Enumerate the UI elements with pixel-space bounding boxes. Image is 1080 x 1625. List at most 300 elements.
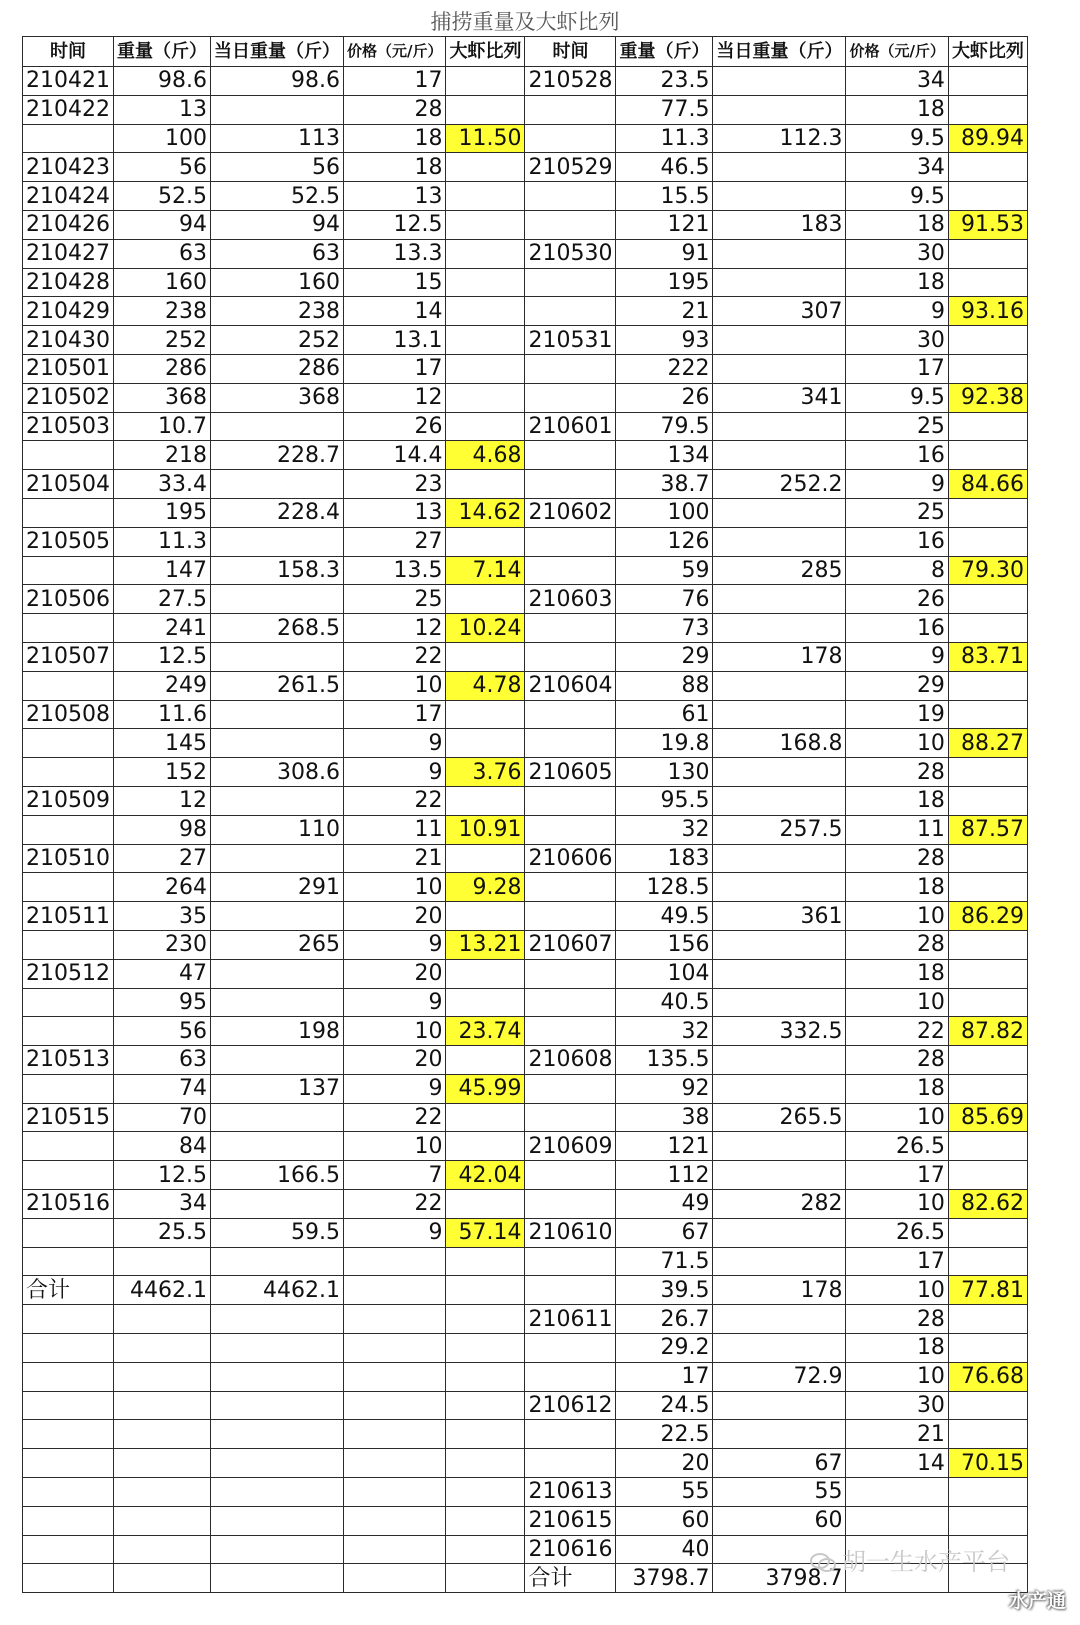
cell-price-left[interactable]: 7	[343, 1161, 445, 1190]
cell-weight-right[interactable]: 32	[616, 815, 713, 844]
cell-big-shrimp-ratio-left[interactable]	[446, 470, 525, 499]
cell-date-left[interactable]: 210503	[23, 412, 114, 441]
cell-big-shrimp-ratio-right[interactable]	[948, 354, 1027, 383]
cell-price-left[interactable]: 13.1	[343, 326, 445, 355]
cell-price-right[interactable]: 9	[846, 470, 948, 499]
cell-date-left[interactable]	[23, 1334, 114, 1363]
header-price-left[interactable]: 价格（元/斤）	[343, 37, 445, 67]
cell-price-right[interactable]: 30	[846, 239, 948, 268]
header-weight-right[interactable]: 重量（斤）	[616, 37, 713, 67]
cell-price-left[interactable]: 12.5	[343, 210, 445, 239]
cell-big-shrimp-ratio-left[interactable]	[446, 786, 525, 815]
cell-date-right[interactable]	[525, 729, 616, 758]
cell-date-right[interactable]: 210601	[525, 412, 616, 441]
cell-price-left[interactable]: 15	[343, 268, 445, 297]
cell-weight-right[interactable]: 76	[616, 585, 713, 614]
cell-price-right[interactable]: 18	[846, 786, 948, 815]
cell-daily-weight-left[interactable]	[210, 700, 343, 729]
cell-date-right[interactable]: 210612	[525, 1391, 616, 1420]
cell-date-left[interactable]	[23, 1017, 114, 1046]
cell-price-left[interactable]: 18	[343, 124, 445, 153]
cell-big-shrimp-ratio-right[interactable]	[948, 1506, 1027, 1535]
cell-date-right[interactable]	[525, 95, 616, 124]
cell-daily-weight-left[interactable]	[210, 1103, 343, 1132]
cell-date-right[interactable]	[525, 1247, 616, 1276]
cell-weight-left[interactable]: 230	[113, 930, 210, 959]
cell-daily-weight-right[interactable]	[713, 1132, 846, 1161]
cell-date-right[interactable]: 210610	[525, 1218, 616, 1247]
cell-weight-left[interactable]: 47	[113, 959, 210, 988]
cell-big-shrimp-ratio-right[interactable]	[948, 671, 1027, 700]
cell-date-left[interactable]	[23, 758, 114, 787]
cell-big-shrimp-ratio-left[interactable]	[446, 326, 525, 355]
cell-big-shrimp-ratio-left[interactable]	[446, 1247, 525, 1276]
cell-price-right[interactable]: 17	[846, 354, 948, 383]
cell-big-shrimp-ratio-left[interactable]: 13.21	[446, 930, 525, 959]
cell-weight-right[interactable]: 130	[616, 758, 713, 787]
cell-price-left[interactable]: 17	[343, 700, 445, 729]
cell-date-right[interactable]	[525, 556, 616, 585]
cell-weight-left[interactable]: 94	[113, 210, 210, 239]
cell-big-shrimp-ratio-right[interactable]: 91.53	[948, 210, 1027, 239]
cell-price-left[interactable]: 20	[343, 959, 445, 988]
cell-big-shrimp-ratio-right[interactable]	[948, 498, 1027, 527]
cell-daily-weight-right[interactable]	[713, 354, 846, 383]
cell-daily-weight-right[interactable]	[713, 1218, 846, 1247]
cell-date-left[interactable]	[23, 1362, 114, 1391]
header-daily-weight-right[interactable]: 当日重量（斤）	[713, 37, 846, 67]
cell-weight-right[interactable]: 112	[616, 1161, 713, 1190]
cell-weight-right[interactable]: 121	[616, 210, 713, 239]
cell-weight-left[interactable]: 95	[113, 988, 210, 1017]
cell-weight-left[interactable]: 27.5	[113, 585, 210, 614]
cell-date-left[interactable]	[23, 1506, 114, 1535]
cell-price-left[interactable]	[343, 1449, 445, 1478]
cell-big-shrimp-ratio-right[interactable]	[948, 844, 1027, 873]
cell-date-left[interactable]: 210502	[23, 383, 114, 412]
cell-price-right[interactable]: 10	[846, 1276, 948, 1305]
cell-price-left[interactable]: 27	[343, 527, 445, 556]
cell-big-shrimp-ratio-left[interactable]	[446, 729, 525, 758]
cell-weight-left[interactable]	[113, 1420, 210, 1449]
cell-big-shrimp-ratio-left[interactable]	[446, 210, 525, 239]
cell-date-right[interactable]	[525, 1449, 616, 1478]
cell-big-shrimp-ratio-left[interactable]	[446, 585, 525, 614]
cell-big-shrimp-ratio-right[interactable]: 70.15	[948, 1449, 1027, 1478]
cell-daily-weight-left[interactable]	[210, 412, 343, 441]
cell-date-right[interactable]	[525, 1362, 616, 1391]
cell-price-right[interactable]: 11	[846, 815, 948, 844]
cell-price-right[interactable]: 25	[846, 412, 948, 441]
cell-weight-right[interactable]: 183	[616, 844, 713, 873]
cell-date-left[interactable]	[23, 124, 114, 153]
cell-daily-weight-right[interactable]	[713, 758, 846, 787]
cell-weight-left[interactable]	[113, 1305, 210, 1334]
cell-weight-right[interactable]: 93	[616, 326, 713, 355]
cell-price-left[interactable]: 22	[343, 1190, 445, 1219]
cell-big-shrimp-ratio-right[interactable]	[948, 758, 1027, 787]
cell-date-left[interactable]	[23, 1391, 114, 1420]
cell-date-right[interactable]: 210604	[525, 671, 616, 700]
cell-big-shrimp-ratio-right[interactable]	[948, 1046, 1027, 1075]
cell-price-left[interactable]: 25	[343, 585, 445, 614]
cell-weight-right[interactable]: 88	[616, 671, 713, 700]
cell-weight-right[interactable]: 21	[616, 297, 713, 326]
cell-weight-right[interactable]: 20	[616, 1449, 713, 1478]
cell-big-shrimp-ratio-right[interactable]	[948, 1478, 1027, 1507]
cell-price-right[interactable]: 26.5	[846, 1218, 948, 1247]
cell-daily-weight-right[interactable]	[713, 614, 846, 643]
cell-big-shrimp-ratio-left[interactable]: 23.74	[446, 1017, 525, 1046]
cell-daily-weight-right[interactable]	[713, 700, 846, 729]
cell-date-right[interactable]	[525, 1190, 616, 1219]
cell-big-shrimp-ratio-left[interactable]	[446, 902, 525, 931]
cell-price-left[interactable]: 18	[343, 153, 445, 182]
cell-daily-weight-left[interactable]: 94	[210, 210, 343, 239]
cell-date-right[interactable]: 210616	[525, 1535, 616, 1564]
cell-date-right[interactable]	[525, 182, 616, 211]
cell-price-left[interactable]: 22	[343, 642, 445, 671]
cell-weight-left[interactable]	[113, 1334, 210, 1363]
cell-daily-weight-left[interactable]	[210, 1305, 343, 1334]
cell-weight-left[interactable]: 147	[113, 556, 210, 585]
cell-big-shrimp-ratio-right[interactable]: 84.66	[948, 470, 1027, 499]
cell-weight-left[interactable]: 145	[113, 729, 210, 758]
cell-daily-weight-right[interactable]	[713, 1161, 846, 1190]
cell-price-left[interactable]	[343, 1247, 445, 1276]
cell-daily-weight-right[interactable]	[713, 153, 846, 182]
cell-big-shrimp-ratio-left[interactable]: 11.50	[446, 124, 525, 153]
cell-weight-left[interactable]: 11.3	[113, 527, 210, 556]
cell-weight-left[interactable]: 63	[113, 1046, 210, 1075]
cell-price-right[interactable]: 30	[846, 1391, 948, 1420]
cell-price-left[interactable]: 9	[343, 729, 445, 758]
cell-weight-left[interactable]: 27	[113, 844, 210, 873]
cell-daily-weight-right[interactable]: 55	[713, 1478, 846, 1507]
cell-daily-weight-right[interactable]: 72.9	[713, 1362, 846, 1391]
cell-big-shrimp-ratio-right[interactable]	[948, 412, 1027, 441]
cell-date-right[interactable]	[525, 902, 616, 931]
cell-date-right[interactable]	[525, 1276, 616, 1305]
cell-date-right[interactable]	[525, 268, 616, 297]
cell-price-right[interactable]	[846, 1506, 948, 1535]
header-date-right[interactable]: 时间	[525, 37, 616, 67]
cell-date-left[interactable]	[23, 1564, 114, 1593]
cell-daily-weight-left[interactable]: 265	[210, 930, 343, 959]
cell-big-shrimp-ratio-left[interactable]	[446, 1132, 525, 1161]
cell-weight-right[interactable]: 95.5	[616, 786, 713, 815]
cell-date-right[interactable]	[525, 988, 616, 1017]
cell-price-right[interactable]: 18	[846, 1074, 948, 1103]
cell-date-left[interactable]	[23, 1478, 114, 1507]
cell-price-right[interactable]: 34	[846, 67, 948, 96]
cell-weight-right[interactable]: 29.2	[616, 1334, 713, 1363]
cell-big-shrimp-ratio-left[interactable]	[446, 383, 525, 412]
cell-date-left[interactable]: 210511	[23, 902, 114, 931]
cell-weight-right[interactable]: 128.5	[616, 873, 713, 902]
cell-big-shrimp-ratio-left[interactable]	[446, 1478, 525, 1507]
cell-date-left[interactable]: 210421	[23, 67, 114, 96]
cell-date-left[interactable]	[23, 1074, 114, 1103]
cell-big-shrimp-ratio-left[interactable]: 4.68	[446, 441, 525, 470]
cell-daily-weight-right[interactable]: 3798.7	[713, 1564, 846, 1593]
cell-daily-weight-right[interactable]: 341	[713, 383, 846, 412]
cell-daily-weight-right[interactable]: 285	[713, 556, 846, 585]
cell-weight-right[interactable]: 121	[616, 1132, 713, 1161]
cell-big-shrimp-ratio-left[interactable]	[446, 239, 525, 268]
cell-daily-weight-right[interactable]	[713, 527, 846, 556]
cell-daily-weight-left[interactable]: 166.5	[210, 1161, 343, 1190]
cell-big-shrimp-ratio-left[interactable]	[446, 1362, 525, 1391]
cell-weight-left[interactable]	[113, 1391, 210, 1420]
cell-date-right[interactable]	[525, 1334, 616, 1363]
cell-price-right[interactable]: 18	[846, 959, 948, 988]
cell-daily-weight-left[interactable]: 98.6	[210, 67, 343, 96]
cell-daily-weight-right[interactable]	[713, 1334, 846, 1363]
cell-date-right[interactable]	[525, 470, 616, 499]
cell-date-right[interactable]	[525, 959, 616, 988]
cell-weight-right[interactable]: 91	[616, 239, 713, 268]
cell-weight-left[interactable]	[113, 1247, 210, 1276]
cell-weight-left[interactable]: 10.7	[113, 412, 210, 441]
cell-daily-weight-left[interactable]	[210, 642, 343, 671]
cell-big-shrimp-ratio-right[interactable]	[948, 988, 1027, 1017]
cell-date-left[interactable]	[23, 1535, 114, 1564]
cell-date-left[interactable]: 210509	[23, 786, 114, 815]
cell-weight-right[interactable]: 156	[616, 930, 713, 959]
cell-price-left[interactable]: 10	[343, 671, 445, 700]
cell-big-shrimp-ratio-right[interactable]	[948, 614, 1027, 643]
cell-weight-right[interactable]: 49	[616, 1190, 713, 1219]
cell-weight-left[interactable]: 4462.1	[113, 1276, 210, 1305]
cell-price-left[interactable]	[343, 1334, 445, 1363]
cell-date-right[interactable]	[525, 815, 616, 844]
cell-big-shrimp-ratio-right[interactable]: 85.69	[948, 1103, 1027, 1132]
cell-price-right[interactable]: 25	[846, 498, 948, 527]
cell-big-shrimp-ratio-left[interactable]: 10.91	[446, 815, 525, 844]
cell-date-left[interactable]	[23, 1420, 114, 1449]
cell-big-shrimp-ratio-left[interactable]	[446, 1535, 525, 1564]
cell-daily-weight-left[interactable]	[210, 729, 343, 758]
cell-weight-right[interactable]: 24.5	[616, 1391, 713, 1420]
cell-weight-right[interactable]: 19.8	[616, 729, 713, 758]
cell-weight-right[interactable]: 92	[616, 1074, 713, 1103]
cell-daily-weight-right[interactable]	[713, 1074, 846, 1103]
cell-weight-right[interactable]: 222	[616, 354, 713, 383]
cell-date-right[interactable]	[525, 210, 616, 239]
cell-big-shrimp-ratio-left[interactable]: 4.78	[446, 671, 525, 700]
cell-price-left[interactable]: 21	[343, 844, 445, 873]
cell-price-right[interactable]: 18	[846, 1334, 948, 1363]
cell-price-left[interactable]: 20	[343, 902, 445, 931]
cell-weight-left[interactable]: 52.5	[113, 182, 210, 211]
cell-daily-weight-left[interactable]	[210, 95, 343, 124]
cell-big-shrimp-ratio-left[interactable]	[446, 412, 525, 441]
cell-price-right[interactable]: 30	[846, 326, 948, 355]
cell-big-shrimp-ratio-right[interactable]	[948, 1391, 1027, 1420]
cell-big-shrimp-ratio-right[interactable]: 76.68	[948, 1362, 1027, 1391]
cell-big-shrimp-ratio-left[interactable]: 3.76	[446, 758, 525, 787]
cell-price-right[interactable]: 10	[846, 729, 948, 758]
cell-date-left[interactable]	[23, 1132, 114, 1161]
cell-date-left[interactable]	[23, 729, 114, 758]
cell-daily-weight-left[interactable]: 268.5	[210, 614, 343, 643]
cell-date-right[interactable]: 210613	[525, 1478, 616, 1507]
cell-price-right[interactable]: 18	[846, 210, 948, 239]
cell-price-left[interactable]: 9	[343, 1218, 445, 1247]
cell-date-right[interactable]: 合计	[525, 1564, 616, 1593]
cell-price-left[interactable]: 10	[343, 873, 445, 902]
header-price-right[interactable]: 价格（元/斤）	[846, 37, 948, 67]
cell-date-right[interactable]: 210607	[525, 930, 616, 959]
cell-daily-weight-left[interactable]: 238	[210, 297, 343, 326]
cell-weight-left[interactable]: 152	[113, 758, 210, 787]
cell-price-right[interactable]: 34	[846, 153, 948, 182]
cell-big-shrimp-ratio-left[interactable]	[446, 1305, 525, 1334]
cell-weight-left[interactable]: 74	[113, 1074, 210, 1103]
cell-big-shrimp-ratio-right[interactable]	[948, 786, 1027, 815]
cell-daily-weight-right[interactable]	[713, 873, 846, 902]
cell-price-right[interactable]: 19	[846, 700, 948, 729]
cell-big-shrimp-ratio-right[interactable]	[948, 182, 1027, 211]
cell-weight-right[interactable]: 32	[616, 1017, 713, 1046]
cell-date-left[interactable]	[23, 556, 114, 585]
cell-weight-right[interactable]: 11.3	[616, 124, 713, 153]
cell-price-left[interactable]	[343, 1362, 445, 1391]
header-daily-weight-left[interactable]: 当日重量（斤）	[210, 37, 343, 67]
cell-weight-left[interactable]: 368	[113, 383, 210, 412]
cell-date-left[interactable]	[23, 930, 114, 959]
cell-big-shrimp-ratio-right[interactable]	[948, 1334, 1027, 1363]
cell-price-left[interactable]	[343, 1535, 445, 1564]
cell-date-right[interactable]: 210531	[525, 326, 616, 355]
cell-daily-weight-left[interactable]	[210, 1420, 343, 1449]
cell-big-shrimp-ratio-left[interactable]: 57.14	[446, 1218, 525, 1247]
cell-date-left[interactable]	[23, 1247, 114, 1276]
cell-date-left[interactable]: 210426	[23, 210, 114, 239]
cell-daily-weight-left[interactable]	[210, 1190, 343, 1219]
cell-daily-weight-right[interactable]	[713, 585, 846, 614]
cell-date-right[interactable]: 210611	[525, 1305, 616, 1334]
cell-big-shrimp-ratio-right[interactable]: 79.30	[948, 556, 1027, 585]
cell-price-left[interactable]: 9	[343, 988, 445, 1017]
cell-big-shrimp-ratio-left[interactable]	[446, 268, 525, 297]
cell-weight-left[interactable]	[113, 1564, 210, 1593]
cell-daily-weight-left[interactable]: 59.5	[210, 1218, 343, 1247]
cell-date-right[interactable]	[525, 1074, 616, 1103]
cell-big-shrimp-ratio-right[interactable]	[948, 1161, 1027, 1190]
cell-daily-weight-right[interactable]: 282	[713, 1190, 846, 1219]
cell-big-shrimp-ratio-right[interactable]	[948, 268, 1027, 297]
cell-weight-left[interactable]: 218	[113, 441, 210, 470]
cell-price-right[interactable]: 9	[846, 297, 948, 326]
cell-weight-right[interactable]: 71.5	[616, 1247, 713, 1276]
cell-date-left[interactable]	[23, 988, 114, 1017]
cell-daily-weight-left[interactable]: 113	[210, 124, 343, 153]
cell-weight-left[interactable]	[113, 1506, 210, 1535]
cell-big-shrimp-ratio-right[interactable]	[948, 1247, 1027, 1276]
cell-big-shrimp-ratio-left[interactable]	[446, 1103, 525, 1132]
cell-weight-left[interactable]: 84	[113, 1132, 210, 1161]
cell-daily-weight-right[interactable]	[713, 1247, 846, 1276]
cell-price-right[interactable]: 10	[846, 902, 948, 931]
cell-weight-right[interactable]: 38	[616, 1103, 713, 1132]
cell-date-right[interactable]	[525, 297, 616, 326]
cell-daily-weight-right[interactable]: 361	[713, 902, 846, 931]
cell-price-left[interactable]: 11	[343, 815, 445, 844]
cell-daily-weight-right[interactable]	[713, 786, 846, 815]
cell-date-left[interactable]	[23, 671, 114, 700]
cell-weight-right[interactable]: 3798.7	[616, 1564, 713, 1593]
cell-weight-right[interactable]: 79.5	[616, 412, 713, 441]
cell-price-left[interactable]: 23	[343, 470, 445, 499]
cell-date-right[interactable]	[525, 354, 616, 383]
cell-big-shrimp-ratio-left[interactable]	[446, 1506, 525, 1535]
cell-price-left[interactable]: 9	[343, 1074, 445, 1103]
cell-daily-weight-right[interactable]: 168.8	[713, 729, 846, 758]
cell-daily-weight-right[interactable]	[713, 930, 846, 959]
cell-daily-weight-right[interactable]	[713, 671, 846, 700]
cell-weight-left[interactable]: 63	[113, 239, 210, 268]
cell-weight-right[interactable]: 135.5	[616, 1046, 713, 1075]
cell-price-right[interactable]: 9.5	[846, 124, 948, 153]
cell-big-shrimp-ratio-left[interactable]	[446, 1391, 525, 1420]
cell-price-left[interactable]: 13	[343, 182, 445, 211]
cell-weight-right[interactable]: 15.5	[616, 182, 713, 211]
cell-big-shrimp-ratio-left[interactable]	[446, 1276, 525, 1305]
cell-price-left[interactable]: 14	[343, 297, 445, 326]
cell-daily-weight-left[interactable]	[210, 1535, 343, 1564]
cell-daily-weight-right[interactable]: 178	[713, 1276, 846, 1305]
cell-big-shrimp-ratio-right[interactable]	[948, 930, 1027, 959]
cell-big-shrimp-ratio-right[interactable]: 83.71	[948, 642, 1027, 671]
cell-big-shrimp-ratio-left[interactable]	[446, 1190, 525, 1219]
cell-daily-weight-right[interactable]	[713, 95, 846, 124]
cell-weight-right[interactable]: 40	[616, 1535, 713, 1564]
cell-price-left[interactable]: 9	[343, 758, 445, 787]
cell-date-left[interactable]	[23, 441, 114, 470]
cell-daily-weight-left[interactable]: 261.5	[210, 671, 343, 700]
cell-price-right[interactable]: 16	[846, 614, 948, 643]
cell-date-left[interactable]	[23, 815, 114, 844]
cell-daily-weight-left[interactable]	[210, 786, 343, 815]
cell-price-left[interactable]	[343, 1564, 445, 1593]
cell-big-shrimp-ratio-right[interactable]	[948, 959, 1027, 988]
cell-price-right[interactable]: 22	[846, 1017, 948, 1046]
cell-weight-left[interactable]: 100	[113, 124, 210, 153]
cell-price-right[interactable]: 14	[846, 1449, 948, 1478]
cell-big-shrimp-ratio-right[interactable]	[948, 153, 1027, 182]
cell-daily-weight-left[interactable]: 4462.1	[210, 1276, 343, 1305]
cell-weight-right[interactable]: 73	[616, 614, 713, 643]
cell-price-left[interactable]	[343, 1276, 445, 1305]
cell-price-right[interactable]: 9.5	[846, 182, 948, 211]
cell-daily-weight-left[interactable]: 137	[210, 1074, 343, 1103]
cell-price-right[interactable]: 28	[846, 758, 948, 787]
cell-big-shrimp-ratio-right[interactable]	[948, 441, 1027, 470]
cell-big-shrimp-ratio-right[interactable]: 89.94	[948, 124, 1027, 153]
cell-price-left[interactable]: 20	[343, 1046, 445, 1075]
cell-big-shrimp-ratio-left[interactable]: 9.28	[446, 873, 525, 902]
cell-daily-weight-right[interactable]	[713, 239, 846, 268]
cell-weight-right[interactable]: 22.5	[616, 1420, 713, 1449]
cell-date-left[interactable]: 210505	[23, 527, 114, 556]
cell-date-right[interactable]	[525, 700, 616, 729]
cell-date-left[interactable]: 210430	[23, 326, 114, 355]
cell-weight-left[interactable]: 11.6	[113, 700, 210, 729]
cell-date-right[interactable]	[525, 873, 616, 902]
cell-weight-left[interactable]: 34	[113, 1190, 210, 1219]
